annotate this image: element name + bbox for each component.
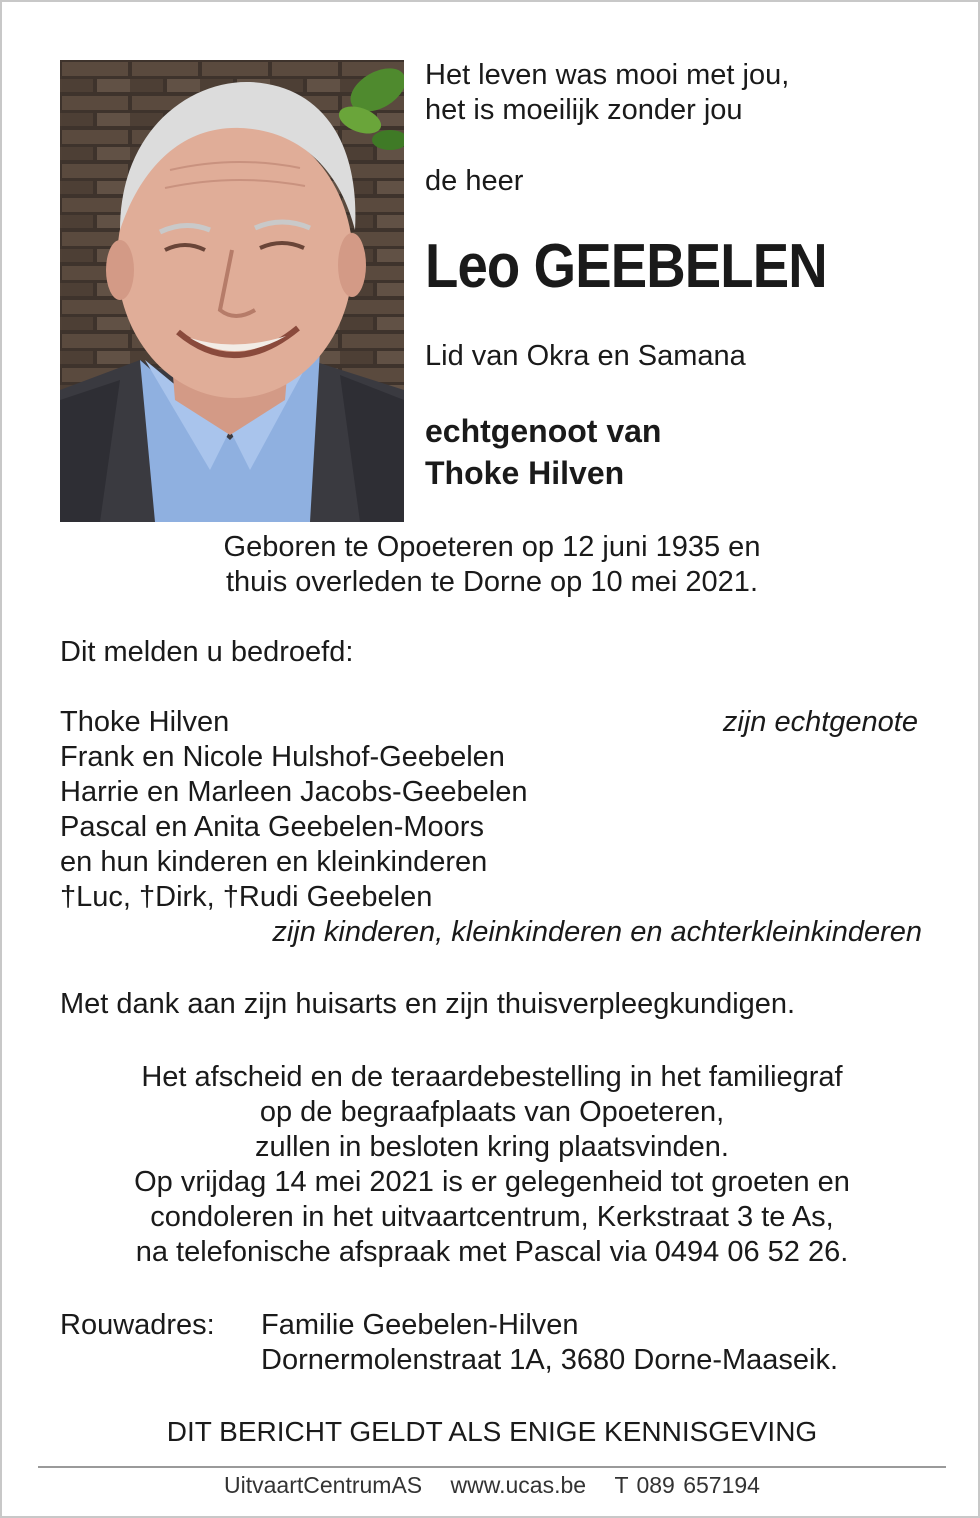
honorific: de heer [425,165,524,197]
footer-phone: T 089 657194 [614,1472,760,1498]
ceremony-info [2,1060,980,1270]
mourning-address [261,1308,838,1378]
poem [425,58,789,128]
birth-death-info [2,530,980,600]
thanks-line: Met dank aan zijn huisarts en zijn thuisverpleegkundigen. [60,988,796,1020]
ceremony-line: Op vrijdag 14 mei 2021 is er gelegenheid tot groeten en [134,1166,850,1198]
notice-line: DIT BERICHT GELDT ALS ENIGE KENNISGEVING [166,1416,818,1447]
ceremony-line: Het afscheid en de teraardebestelling in het familiegraf [141,1061,843,1093]
footer [2,1470,980,1500]
family-member: Thoke Hilven [60,706,230,738]
spouse-name: Thoke Hilven [425,455,625,491]
family-member: Harrie en Marleen Jacobs-Geebelen [60,776,528,808]
family-relation: zijn echtgenote [722,706,918,738]
spouse-label: echtgenoot van [425,413,662,449]
deceased-name: Leo GEEBELEN [425,232,827,301]
address-line: Dornermolenstraat 1A, 3680 Dorne-Maaseik. [261,1344,839,1376]
footer-website[interactable]: www.ucas.be [450,1472,587,1498]
family-relation: zijn kinderen, kleinkinderen en achterkleinkinderen [272,916,922,948]
portrait-photo [60,60,404,522]
family-list [60,705,922,950]
announcement-intro: Dit melden u bedroefd: [60,636,354,668]
ceremony-line: na telefonische afspraak met Pascal via 0494 06 52 26. [135,1236,849,1268]
family-member: †Luc, †Dirk, †Rudi Geebelen [60,881,433,913]
poem-line: het is moeilijk zonder jou [425,94,743,126]
birth-line: Geboren te Opoeteren op 12 juni 1935 en [223,531,761,563]
address-line: Familie Geebelen-Hilven [261,1309,579,1341]
family-member: Frank en Nicole Hulshof-Geebelen [60,741,505,773]
family-member: Pascal en Anita Geebelen-Moors [60,811,484,843]
family-member: en hun kinderen en kleinkinderen [60,846,488,878]
footer-company: UitvaartCentrumAS [224,1472,423,1498]
membership: Lid van Okra en Samana [425,340,746,372]
ceremony-line: zullen in besloten kring plaatsvinden. [255,1131,729,1163]
spouse-block [425,410,661,494]
ceremony-line: op de begraafplaats van Opoeteren, [259,1096,725,1128]
poem-line: Het leven was mooi met jou, [425,59,790,91]
ceremony-line: condoleren in het uitvaartcentrum, Kerkstraat 3 te As, [150,1201,834,1233]
family-row [60,705,922,740]
address-label: Rouwadres: [60,1309,215,1341]
footer-divider [38,1466,946,1468]
portrait-image [60,60,404,522]
death-line: thuis overleden te Dorne op 10 mei 2021. [225,566,758,598]
